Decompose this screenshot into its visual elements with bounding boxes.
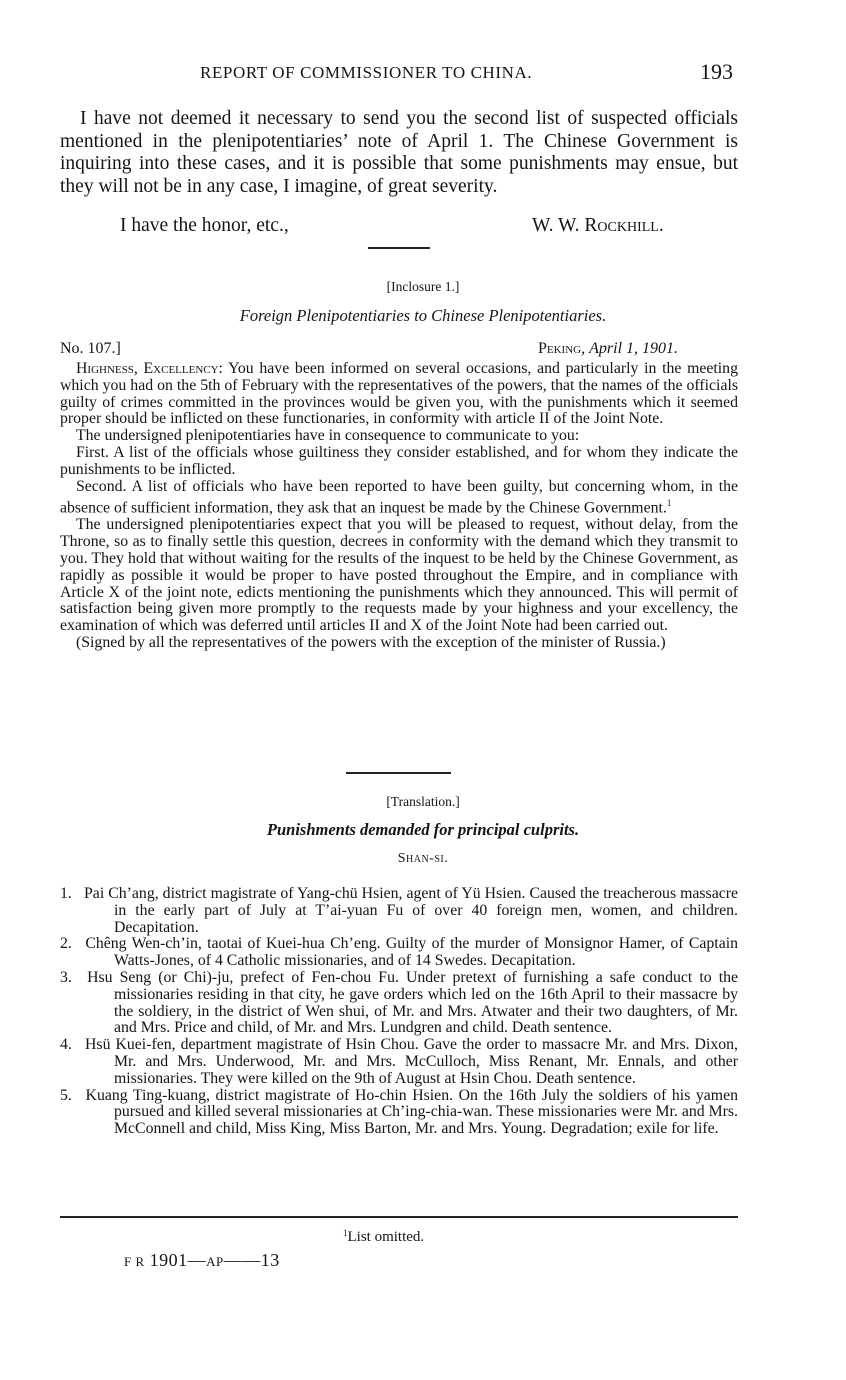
letter-closing-paragraph [60,108,738,198]
footnote-text: List omitted. [347,1229,425,1245]
page-number: 193 [700,59,733,84]
signature-ap: AP [206,1254,224,1269]
list-item-text: Hsu Seng (or Chi)-ju, prefect of Fen-chou Fu. Under pretext of furnishing a safe conduct to the missionaries residing in that city, he gave orders which led on the 16th April to their massacre by the soldiery, in the district of Wen shui, of Mr. and Mrs. Atwater and their two daughters, of Mr. and Mrs. Price and child, of Mr. and Mrs. Lundgren and child. Death sentence. [87,968,739,1037]
list-item-number: 5. [60,1086,72,1104]
salutation: Highness, Excellency: [76,360,223,377]
note-paragraph-4 [60,479,738,518]
place-date-line [538,340,678,358]
footnote-marker: 1 [343,1228,348,1238]
translation-title: Punishments demanded for principal culprits. [266,820,580,839]
signature-prefix: F R [124,1254,145,1269]
note-date: April 1, 1901. [589,340,679,357]
list-item [60,1037,738,1087]
note-paragraph-1-text: You have been informed on several occasions, and particularly in the meeting which you had on the 5th of February with the representatives of the powers, that the names of the officials guilty of crimes committed in the provinces would be given you, with the punishments which it seemed proper should be inflicted on these functionaries, in conformity with article II of the Joint Note. [60,360,738,428]
footnote-rule [60,1216,738,1218]
section-divider [368,247,430,249]
note-paragraph-4-text: Second. A list of officials who have been reported to have been guilty, but concerning whom, in the absence of sufficient information, they ask that an inquest be made by the Chinese Government. [60,477,738,517]
note-paragraph-6: (Signed by all the representatives of the powers with the exception of the minister of Russia.) [76,634,666,652]
printer-signature-mark [124,1250,280,1271]
note-place: Peking, [538,340,586,357]
list-item-number: 3. [60,968,72,986]
list-item [60,936,738,970]
signature-year: 1901— [149,1250,207,1270]
note-paragraph-3: First. A list of the officials whose guiltiness they consider established, and for whom they indicate the punishments to be inflicted. [60,443,738,478]
list-item [60,1088,738,1138]
footnote-reference: 1 [666,498,672,509]
note-paragraph-5: The undersigned plenipotentiaries expect that you will be pleased to request, without delay, from the Throne, so as to finally settle this question, decrees in conformity with the demand which they transmit to you. They hold that without waiting for the results of the inquest to be held by the Chinese Government, as rapidly as possible it would be proper to have posted throughout the Empire, and in compliance with Article X of the joint note, edicts mentioning the punishments which they announced. This will permit of satisfaction being given more promptly to the requests made by your highness and your excellency, the examination of which was deferred until articles II and X of the Joint Note had been carried out. [60,516,738,635]
note-paragraph-1 [60,361,738,428]
translation-label: [Translation.] [386,794,460,809]
note-number: No. 107.] [60,340,121,357]
list-item-number: 1. [60,885,72,902]
list-item-number: 2. [60,935,72,953]
inclosure-label: [Inclosure 1.] [386,279,460,294]
letter-signature: W. W. Rockhill. [532,215,664,236]
province-heading: Shan-si. [397,851,449,866]
letter-closing: I have the honor, etc., [120,215,289,236]
inclosure-title: Foreign Plenipotentiaries to Chinese Plenipotentiaries. [239,306,607,325]
note-paragraph-2: The undersigned plenipotentiaries have in consequence to communicate to you: [76,427,580,445]
list-item-text: Hsü Kuei-fen, department magistrate of Hsin Chou. Gave the order to massacre Mr. and Mrs. Dixon, Mr. and Mrs. Underwood, Mr. and Mrs. McCulloch, Miss Renant, Mr. Ennals, and other missionaries. They were killed on the 9th of August at Hsin Chou. Death sentence. [85,1036,738,1087]
section-divider-2 [346,772,451,774]
footnote [343,1228,424,1246]
list-item [60,970,738,1037]
list-item-text: Pai Ch’ang, district magistrate of Yang-chü Hsien, agent of Yü Hsien. Caused the treacherous massacre in the early part of July at T’ai-yuan Fu of over 40 foreign men, women, and children. Decapitation. [84,885,738,936]
list-item-text: Kuang Ting-kuang, district magistrate of Ho-chin Hsien. On the 16th July the soldiers of his yamen pursued and killed several missionaries at Ch’ing-chia-wan. These missionaries were Mr. and Mrs. McConnell and child, Miss King, Miss Barton, Mr. and Mrs. Young. Degradation; exile for life. [85,1086,738,1138]
list-item [60,886,738,936]
letter-paragraph: I have not deemed it necessary to send you the second list of suspected officials mentioned in the plenipotentiaries’ note of April 1. The Chinese Government is inquiring into these cases, and it is possible that some punishments may ensue, but they will not be in any case, I imagine, of great severity. [60,108,738,197]
note-body [60,361,738,652]
culprit-list [60,886,738,1138]
list-item-number: 4. [60,1036,72,1054]
signature-number: ——13 [223,1250,280,1270]
running-header-title: REPORT OF COMMISSIONER TO CHINA. [200,63,533,82]
list-item-text: Chêng Wen-ch’in, taotai of Kuei-hua Ch’eng. Guilty of the murder of Monsignor Hamer, of Captain Watts-Jones, of 4 Catholic missionaries, and of 14 Swedes. Decapitation. [85,935,738,970]
